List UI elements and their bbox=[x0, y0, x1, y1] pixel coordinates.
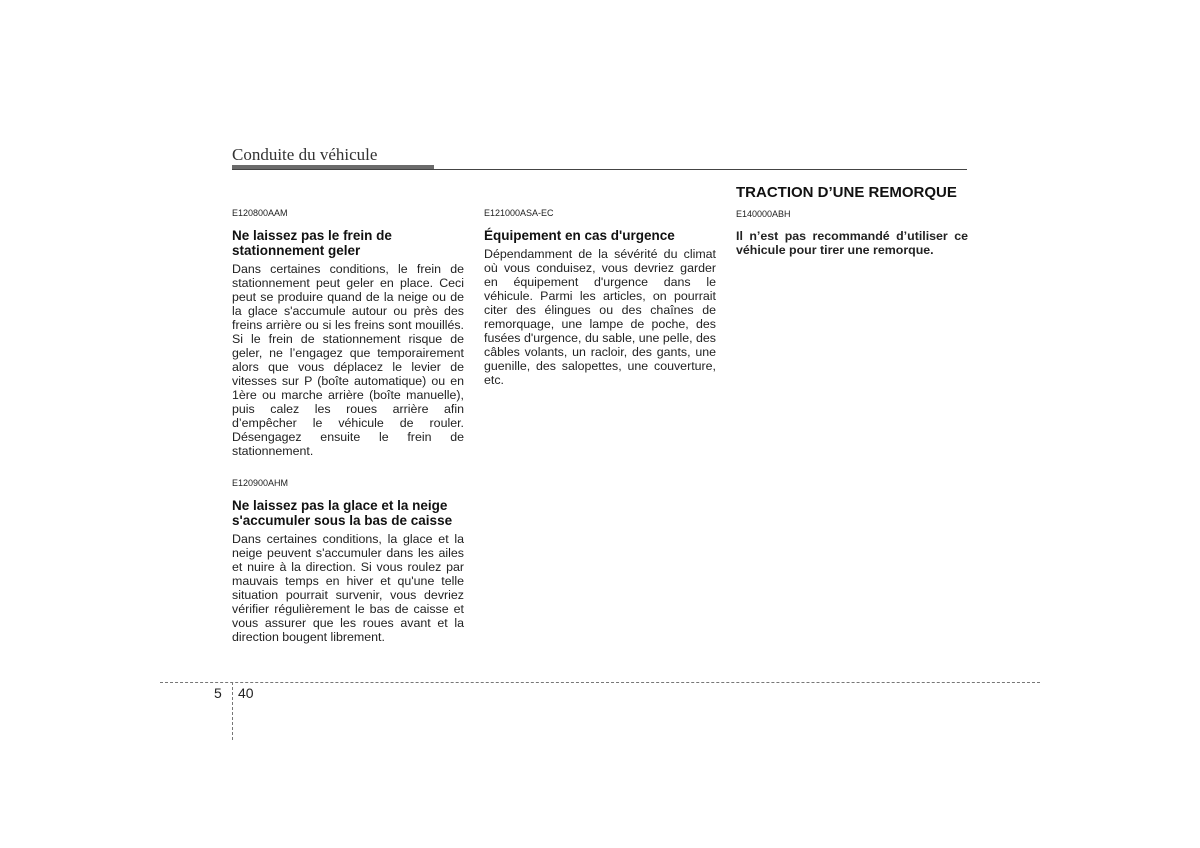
section-body: Dépendamment de la sévérité du climat où vous conduisez, vous devriez garder en équipement d'urgence dans le véhicule. Parmi les articles, on pourrait citer des élingues ou des chaînes de remorquage, une lampe de poche, des fusées d'urgence, du sable, une pelle, des câbles volants, un racloir, des gants, une guenille, des salopettes, une couverture, etc. bbox=[484, 247, 716, 387]
page-number: 40 bbox=[238, 685, 254, 701]
column-right bbox=[736, 185, 968, 257]
footer-rule bbox=[160, 682, 1040, 683]
chapter-section-heading: TRACTION D’UNE REMORQUE bbox=[736, 184, 957, 201]
section-body: Dans certaines conditions, la glace et la neige peuvent s'accumuler dans les ailes et nuire à la direction. Si vous roulez par mauvais temps en hiver et qu'une telle situation pourrait survenir, vous devriez vérifier régulièrement le bas de caisse et vous assurer que les roues avant et la direction bougent librement. bbox=[232, 532, 464, 644]
page-header-title: Conduite du véhicule bbox=[232, 145, 378, 164]
chapter-number: 5 bbox=[214, 685, 222, 701]
header-rule bbox=[232, 169, 967, 170]
section-code: E140000ABH bbox=[736, 209, 791, 219]
section-heading: Équipement en cas d'urgence bbox=[484, 228, 675, 243]
section-code: E120800AAM bbox=[232, 208, 288, 218]
footer-divider bbox=[232, 682, 233, 740]
section-body: Il n’est pas recommandé d’utiliser ce véhicule pour tirer une remorque. bbox=[736, 229, 968, 257]
section-code: E120900AHM bbox=[232, 478, 289, 488]
section-heading: Ne laissez pas la glace et la neige s'accumuler sous la bas de caisse bbox=[232, 498, 453, 528]
column-left bbox=[232, 208, 464, 644]
section-code: E121000ASA-EC bbox=[484, 208, 554, 218]
column-middle bbox=[484, 208, 716, 387]
section-body: Dans certaines conditions, le frein de stationnement peut geler en place. Ceci peut se produire quand de la neige ou de la glace s'accumule autour ou près des freins arrière ou si les freins sont mouillés. Si le frein de stationnement risque de geler, ne l’engagez que temporairement alors que vous déplacez le levier de vitesses sur P (boîte automatique) ou en 1ère ou marche arrière (boîte manuelle), puis calez les roues arrière afin d’empêcher le véhicule de rouler. Désengagez ensuite le frein de stationnement. bbox=[232, 262, 464, 458]
section-heading: Ne laissez pas le frein de stationnement geler bbox=[232, 228, 392, 258]
